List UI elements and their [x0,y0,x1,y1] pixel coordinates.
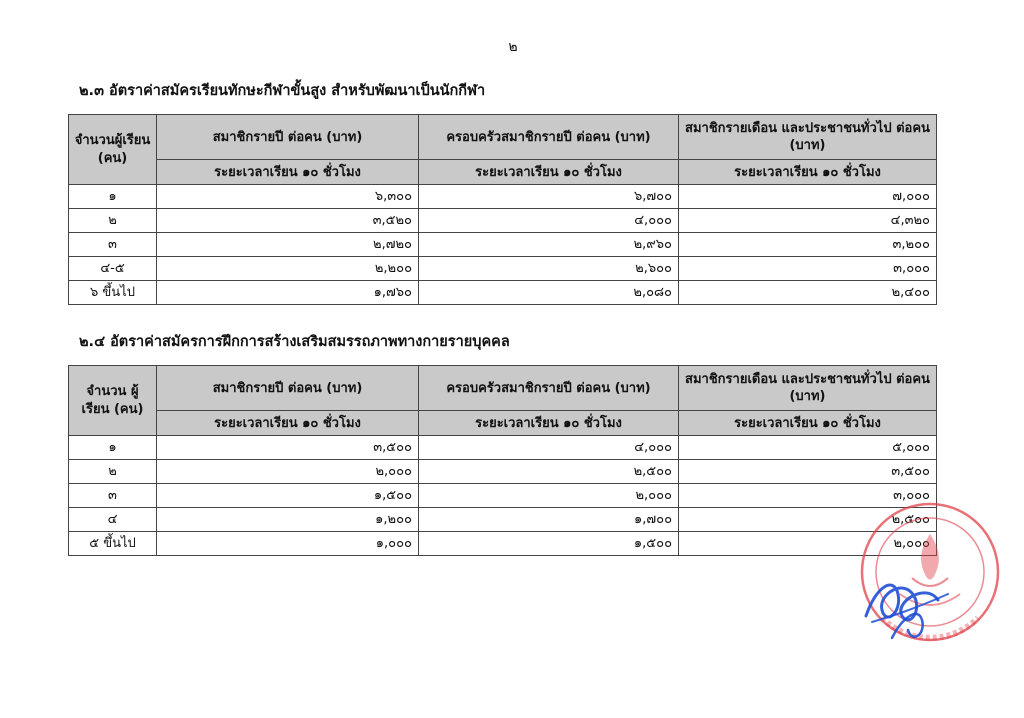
table-row [69,484,937,508]
annual-price-cell: ๓,๕๒๐ [157,209,419,233]
family-price-cell: ๖,๗๐๐ [419,185,679,209]
annual-price-cell: ๑,๗๖๐ [157,281,419,305]
family-price-cell: ๒,๐๘๐ [419,281,679,305]
monthly-price-cell: ๒,๕๐๐ [679,508,937,532]
monthly-price-cell: ๒,๐๐๐ [679,532,937,556]
monthly-price-cell: ๓,๕๐๐ [679,460,937,484]
header-annual-member: สมาชิกรายปี ต่อคน (บาท) [157,366,419,411]
family-price-cell: ๑,๗๐๐ [419,508,679,532]
learner-count-cell: ๓ [69,484,157,508]
family-price-cell: ๒,๕๐๐ [419,460,679,484]
header-duration: ระยะเวลาเรียน ๑๐ ชั่วโมง [679,160,937,185]
table-row [69,508,937,532]
table-row [69,185,937,209]
header-duration: ระยะเวลาเรียน ๑๐ ชั่วโมง [679,411,937,436]
annual-price-cell: ๒,๐๐๐ [157,460,419,484]
header-annual-member: สมาชิกรายปี ต่อคน (บาท) [157,115,419,160]
annual-price-cell: ๒,๒๐๐ [157,257,419,281]
monthly-price-cell: ๔,๓๒๐ [679,209,937,233]
header-duration: ระยะเวลาเรียน ๑๐ ชั่วโมง [419,411,679,436]
table-row [69,209,937,233]
learner-count-cell: ๕ ขึ้นไป [69,532,157,556]
learner-count-cell: ๑ [69,436,157,460]
header-learner-count: จำนวนผู้เรียน (คน) [69,115,157,185]
annual-price-cell: ๑,๕๐๐ [157,484,419,508]
learner-count-cell: ๑ [69,185,157,209]
annual-price-cell: ๑,๒๐๐ [157,508,419,532]
table-row [69,532,937,556]
section-title-2-4: ๒.๔ อัตราค่าสมัครการฝึกการสร้างเสริมสมรรถภาพทางกายรายบุคคล [79,334,510,350]
family-price-cell: ๑,๕๐๐ [419,532,679,556]
monthly-price-cell: ๓,๐๐๐ [679,484,937,508]
monthly-price-cell: ๓,๒๐๐ [679,233,937,257]
family-price-cell: ๒,๙๖๐ [419,233,679,257]
annual-price-cell: ๑,๐๐๐ [157,532,419,556]
learner-count-cell: ๔ [69,508,157,532]
family-price-cell: ๔,๐๐๐ [419,436,679,460]
family-price-cell: ๒,๖๐๐ [419,257,679,281]
learner-count-cell: ๒ [69,209,157,233]
signature-icon [866,585,948,638]
page-number: ๒ [508,39,518,55]
monthly-price-cell: ๗,๐๐๐ [679,185,937,209]
table-row [69,436,937,460]
monthly-price-cell: ๒,๔๐๐ [679,281,937,305]
annual-price-cell: ๖,๓๐๐ [157,185,419,209]
family-price-cell: ๒,๐๐๐ [419,484,679,508]
learner-count-cell: ๒ [69,460,157,484]
header-learner-count: จำนวน ผู้เรียน (คน) [69,366,157,436]
header-family-member: ครอบครัวสมาชิกรายปี ต่อคน (บาท) [419,366,679,411]
monthly-price-cell: ๕,๐๐๐ [679,436,937,460]
family-price-cell: ๔,๐๐๐ [419,209,679,233]
header-monthly-public: สมาชิกรายเดือน และประชาชนทั่วไป ต่อคน (บาท) [679,115,937,160]
header-duration: ระยะเวลาเรียน ๑๐ ชั่วโมง [419,160,679,185]
monthly-price-cell: ๓,๐๐๐ [679,257,937,281]
header-duration: ระยะเวลาเรียน ๑๐ ชั่วโมง [157,411,419,436]
header-duration: ระยะเวลาเรียน ๑๐ ชั่วโมง [157,160,419,185]
table-row [69,257,937,281]
header-family-member: ครอบครัวสมาชิกรายปี ต่อคน (บาท) [419,115,679,160]
table-row [69,281,937,305]
section-title-2-3: ๒.๓ อัตราค่าสมัครเรียนทักษะกีฬาขั้นสูง สำหรับพัฒนาเป็นนักกีฬา [79,83,486,99]
rate-table-2-4 [68,365,937,556]
annual-price-cell: ๒,๗๒๐ [157,233,419,257]
table-row [69,233,937,257]
rate-table-2-3 [68,114,937,305]
learner-count-cell: ๔-๕ [69,257,157,281]
learner-count-cell: ๖ ขึ้นไป [69,281,157,305]
annual-price-cell: ๓,๕๐๐ [157,436,419,460]
table-row [69,460,937,484]
header-monthly-public: สมาชิกรายเดือน และประชาชนทั่วไป ต่อคน (บาท) [679,366,937,411]
learner-count-cell: ๓ [69,233,157,257]
